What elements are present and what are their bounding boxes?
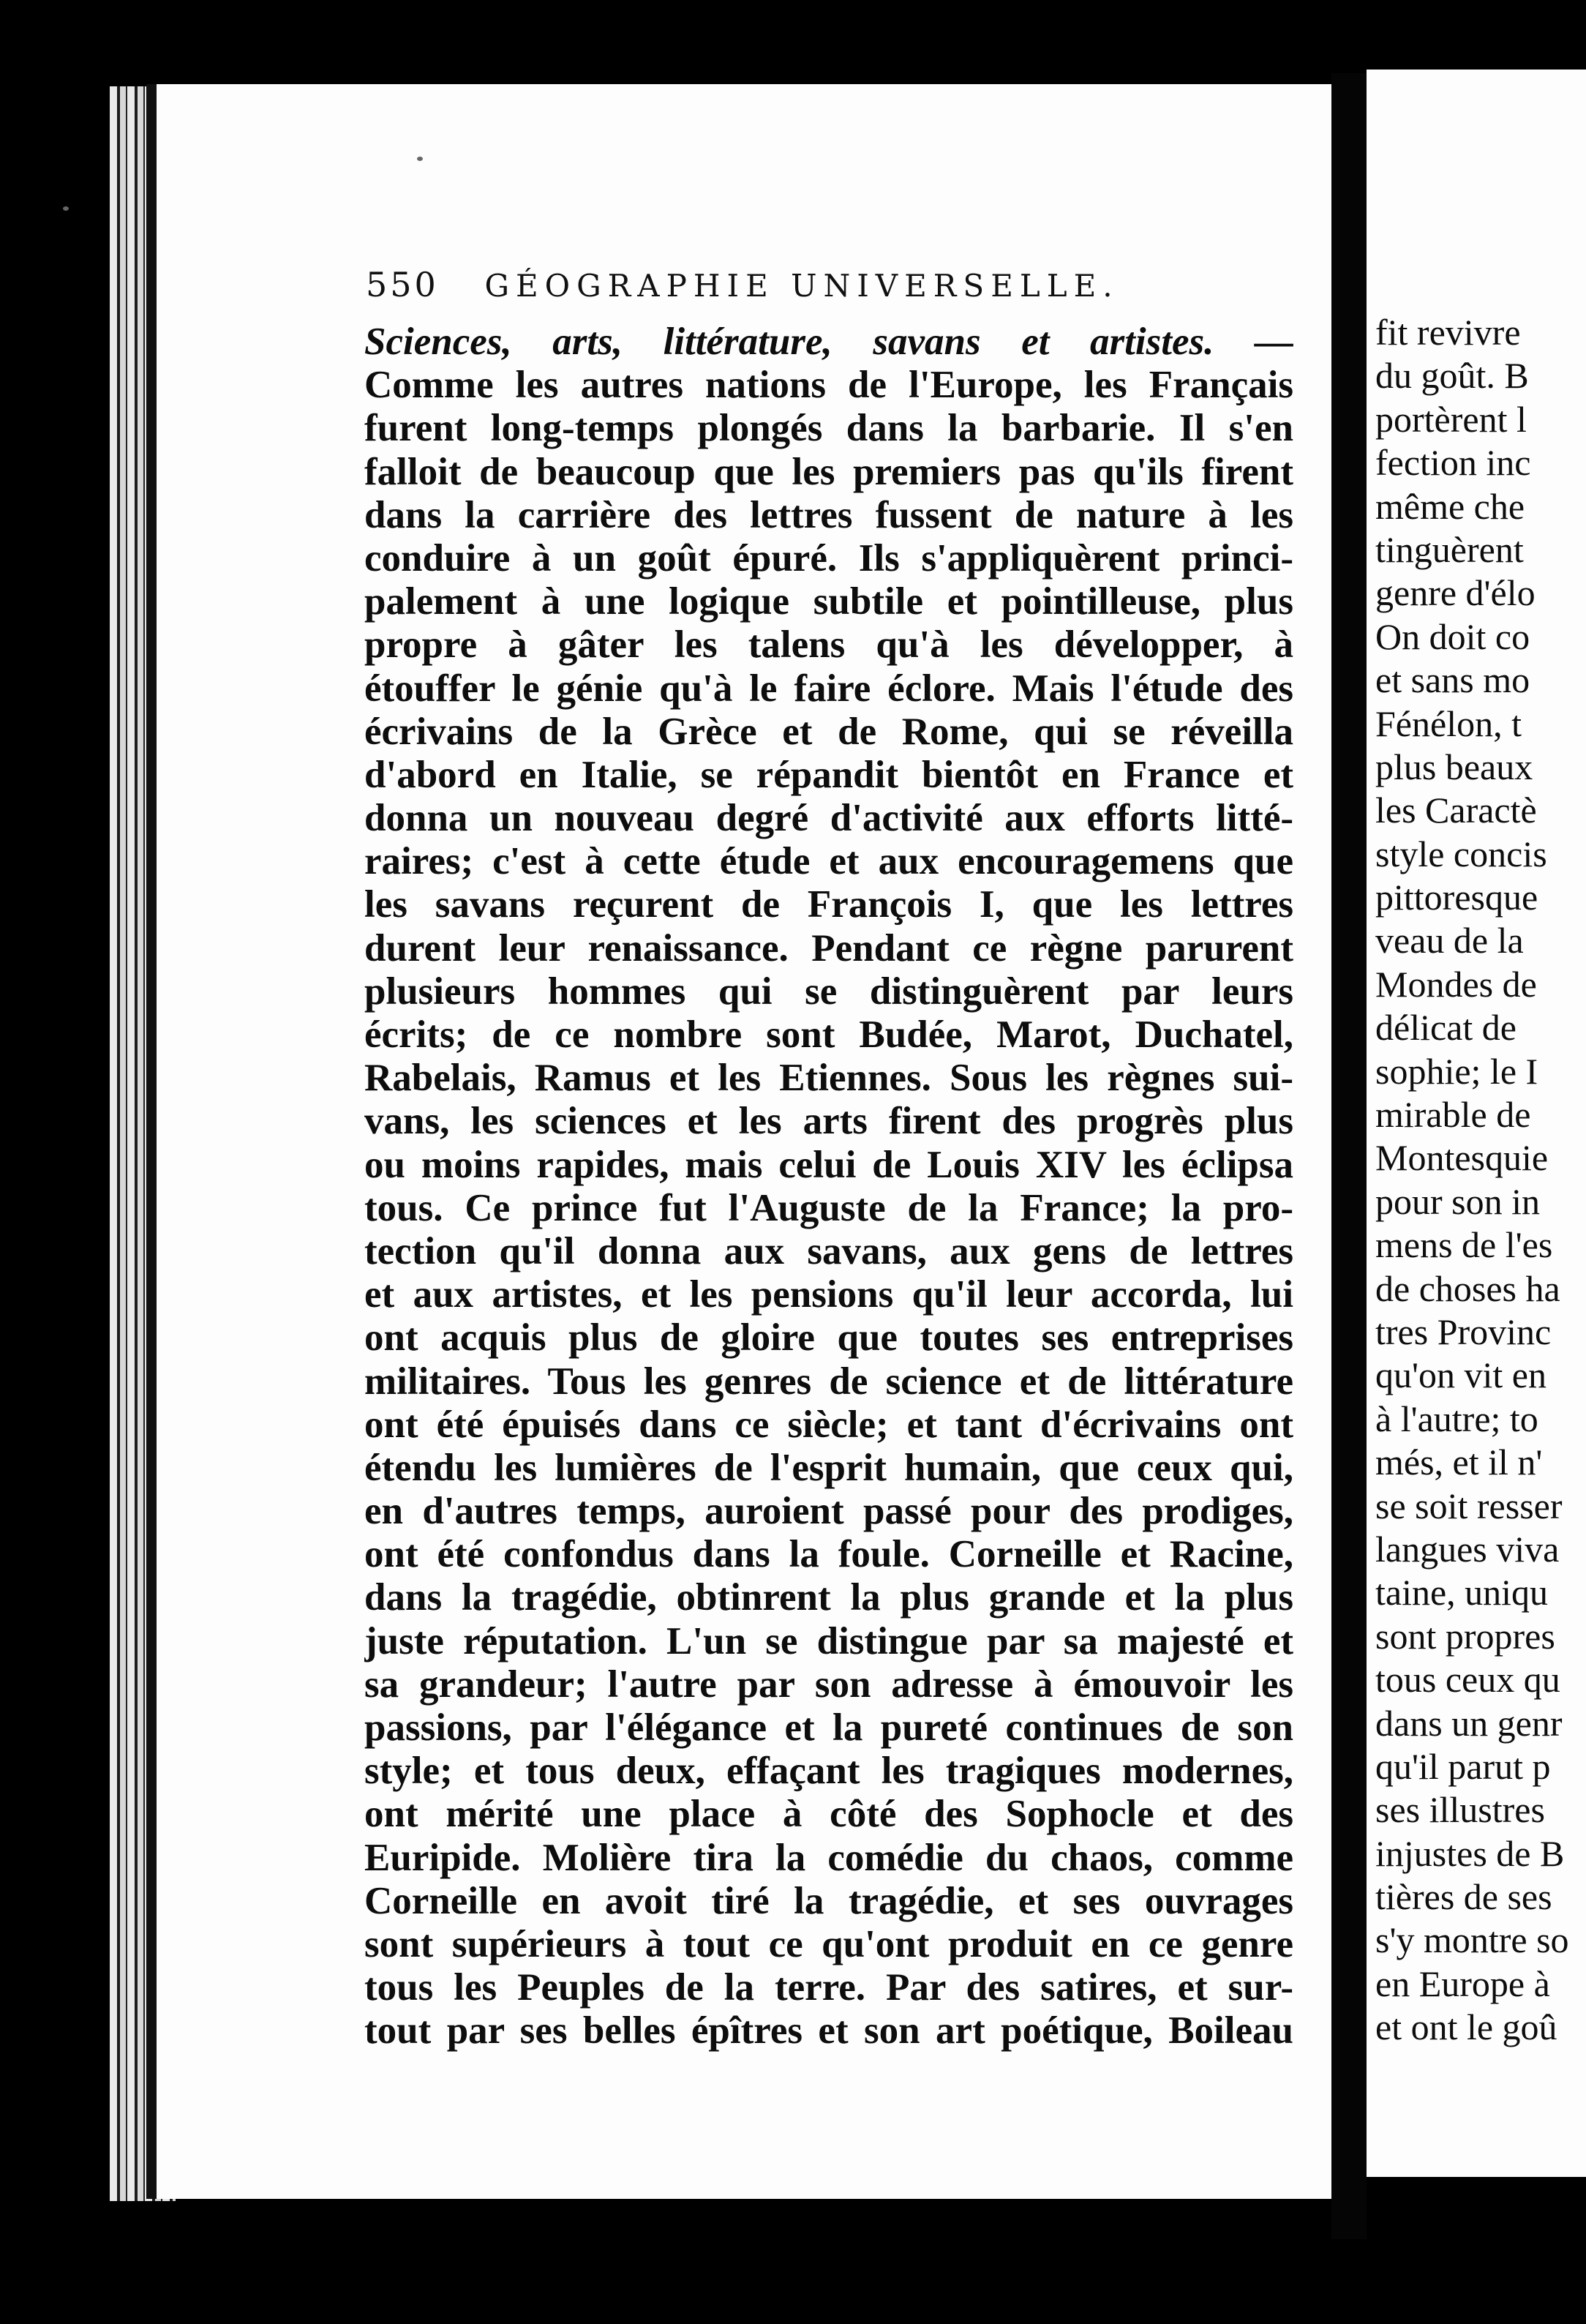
facing-text-line: injustes de B — [1375, 1832, 1565, 1874]
facing-text-line: et ont le goû — [1375, 2006, 1557, 2048]
text-line: juste réputation. L'un se distingue par sa majesté et — [364, 1619, 1293, 1663]
text-line: étendu les lumières de l'esprit humain, que ceux qui, — [364, 1446, 1293, 1489]
text-line: style; et tous deux, effaçant les tragiques modernes, — [364, 1750, 1293, 1793]
facing-text-line: més, et il n' — [1375, 1442, 1543, 1483]
text-line: ont été confondus dans la foule. Corneille et Racine, — [364, 1533, 1293, 1576]
facing-text-line: en Europe à — [1375, 1963, 1550, 2004]
facing-text-line: style concis — [1375, 833, 1547, 874]
text-line: écrits; de ce nombre sont Budée, Marot, Duchatel, — [364, 1013, 1293, 1056]
text-line: tous. Ce prince fut l'Auguste de la France; la pro- — [364, 1186, 1293, 1229]
text-line: les savans reçurent de François I, que les lettres — [364, 883, 1293, 926]
facing-text-line: tous ceux qu — [1375, 1659, 1560, 1701]
facing-text-line: Montesquie — [1375, 1137, 1549, 1179]
facing-text-line: plus beaux — [1375, 746, 1533, 787]
facing-text-line: sophie; le I — [1375, 1050, 1538, 1092]
main-text-block — [364, 321, 1323, 2053]
text-line: palement à une logique subtile et pointilleuse, plus — [364, 580, 1293, 623]
running-title: GÉOGRAPHIE UNIVERSELLE. — [484, 268, 1119, 304]
text-line: étouffer le génie qu'à le faire éclore. Mais l'étude des — [364, 667, 1293, 710]
text-line: sont supérieurs à tout ce qu'ont produit en ce genre — [364, 1922, 1293, 1965]
facing-text-block — [1375, 311, 1586, 2050]
text-line: furent long-temps plongés dans la barbarie. Il s'en — [364, 407, 1293, 450]
facing-text-line: délicat de — [1375, 1007, 1517, 1049]
text-line: dans la tragédie, obtinrent la plus grande et la plus — [364, 1576, 1293, 1619]
text-line: Rabelais, Ramus et les Etiennes. Sous les règnes sui- — [364, 1057, 1293, 1100]
facing-text-line: mirable de — [1375, 1094, 1531, 1136]
text-line: en d'autres temps, auroient passé pour des prodiges, — [364, 1490, 1293, 1533]
ink-speck — [63, 206, 69, 211]
text-line: propre à gâter les talens qu'à les développer, à — [364, 623, 1293, 667]
facing-text-line: et sans mo — [1375, 659, 1530, 701]
text-line: ou moins rapides, mais celui de Louis XIV les éclipsa — [364, 1143, 1293, 1186]
text-line: ont mérité une place à côté des Sophocle et des — [364, 1793, 1293, 1836]
facing-text-line: pittoresque — [1375, 877, 1538, 918]
text-line: passions, par l'élégance et la pureté continues de son — [364, 1706, 1293, 1749]
facing-text-line: dans un genr — [1375, 1702, 1563, 1744]
book-gutter — [1331, 73, 1367, 2239]
text-line: ont été épuisés dans ce siècle; et tant d'écrivains ont — [364, 1403, 1293, 1446]
text-line: durent leur renaissance. Pendant ce règne parurent — [364, 926, 1293, 970]
facing-text-line: ses illustres — [1375, 1789, 1545, 1831]
facing-text-line: s'y montre so — [1375, 1919, 1569, 1961]
facing-text-line: portèrent l — [1375, 398, 1527, 440]
text-line: d'abord en Italie, se répandit bientôt en France et — [364, 753, 1293, 796]
text-line: tous les Peuples de la terre. Par des satires, et sur- — [364, 1966, 1293, 2009]
facing-text-line: tinguèrent — [1375, 528, 1524, 570]
section-heading-line: Sciences, arts, littérature, savans et artistes. — — [364, 321, 1293, 363]
facing-text-line: pour son in — [1375, 1180, 1540, 1222]
facing-text-line: à l'autre; to — [1375, 1398, 1538, 1439]
text-line: sa grandeur; l'autre par son adresse à émouvoir les — [364, 1663, 1293, 1706]
text-line: plusieurs hommes qui se distinguèrent par leurs — [364, 970, 1293, 1013]
text-line: ont acquis plus de gloire que toutes ses entreprises — [364, 1316, 1293, 1360]
facing-text-line: se soit resser — [1375, 1485, 1563, 1526]
facing-text-line: de choses ha — [1375, 1267, 1560, 1309]
facing-text-line: qu'on vit en — [1375, 1354, 1546, 1396]
text-line: écrivains de la Grèce et de Rome, qui se réveilla — [364, 710, 1293, 753]
facing-text-line: On doit co — [1375, 615, 1530, 657]
text-line: tout par ses belles épîtres et son art poétique, Boileau — [364, 2009, 1293, 2053]
ink-speck — [417, 157, 423, 161]
text-line: raires; c'est à cette étude et aux encouragemens que — [364, 840, 1293, 883]
facing-text-line: tres Provinc — [1375, 1311, 1552, 1352]
text-line: et aux artistes, et les pensions qu'il leur accorda, lui — [364, 1273, 1293, 1316]
text-line: conduire à un goût épuré. Ils s'appliquèrent princi- — [364, 536, 1293, 580]
facing-text-line: fit revivre — [1375, 312, 1521, 353]
text-line: donna un nouveau degré d'activité aux efforts litté- — [364, 797, 1293, 840]
running-header — [366, 265, 1185, 309]
text-line: militaires. Tous les genres de science et de littérature — [364, 1360, 1293, 1403]
facing-text-line: même che — [1375, 485, 1525, 527]
text-line: vans, les sciences et les arts firent des progrès plus — [364, 1100, 1293, 1143]
facing-text-line: genre d'élo — [1375, 572, 1536, 614]
text-line: Euripide. Molière tira la comédie du chaos, comme — [364, 1836, 1293, 1879]
text-line: falloit de beaucoup que les premiers pas qu'ils firent — [364, 450, 1293, 493]
facing-text-line: qu'il parut p — [1375, 1745, 1551, 1787]
text-line: Corneille en avoit tiré la tragédie, et ses ouvrages — [364, 1879, 1293, 1922]
text-line: dans la carrière des lettres fussent de nature à les — [364, 493, 1293, 536]
page-number: 550 — [366, 265, 439, 304]
facing-text-line: taine, uniqu — [1375, 1572, 1549, 1613]
facing-text-line: Fénélon, t — [1375, 702, 1522, 744]
facing-text-line: du goût. B — [1375, 355, 1529, 397]
facing-text-line: tières de ses — [1375, 1876, 1552, 1918]
facing-text-line: fection inc — [1375, 442, 1531, 484]
text-line: Comme les autres nations de l'Europe, les Français — [364, 364, 1293, 407]
text-line: tection qu'il donna aux savans, aux gens de lettres — [364, 1229, 1293, 1272]
facing-text-line: les Caractè — [1375, 790, 1537, 831]
facing-text-line: mens de l'es — [1375, 1224, 1553, 1266]
facing-text-line: langues viva — [1375, 1528, 1560, 1570]
facing-text-line: Mondes de — [1375, 963, 1537, 1005]
facing-text-line: sont propres — [1375, 1615, 1555, 1657]
facing-text-line: veau de la — [1375, 920, 1524, 962]
